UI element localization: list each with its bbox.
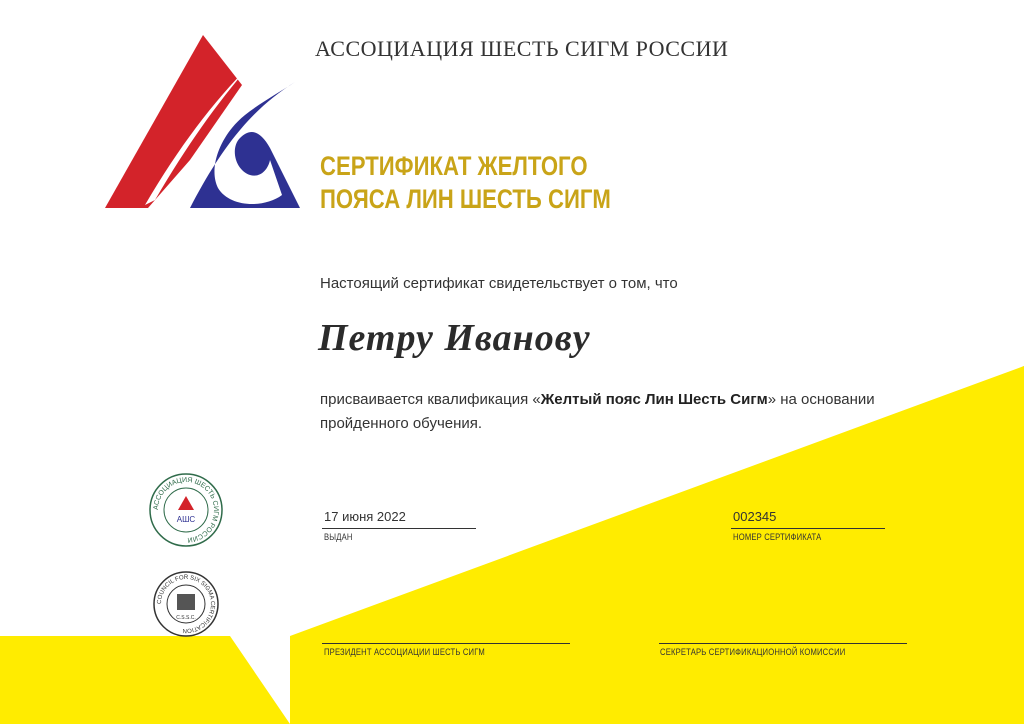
seal2-center-text: C.S.S.C. [176,615,196,621]
president-label: ПРЕЗИДЕНТ АССОЦИАЦИИ ШЕСТЬ СИГМ [324,647,485,657]
seal1-center-text: АШС [176,515,196,524]
award-suffix: » на основании пройденного обучения. [320,391,875,432]
seal1-ring-text: АССОЦИАЦИЯ ШЕСТЬ СИГМ РОССИИ [152,476,220,544]
secretary-label: СЕКРЕТАРЬ СЕРТИФИКАЦИОННОЙ КОМИССИИ [660,647,846,657]
issued-date: 17 июня 2022 [324,509,406,524]
certificate-title-line-2: ПОЯСА ЛИН ШЕСТЬ СИГМ [320,184,611,214]
qualification-name: Желтый пояс Лин Шесть Сигм [540,391,768,408]
issued-label: ВЫДАН [324,532,353,542]
issued-date-line [322,528,476,529]
award-text [320,388,880,436]
secretary-signature-line [659,643,907,644]
certificate-title-line-1: СЕРТИФИКАТ ЖЕЛТОГО [320,151,588,181]
organization-name: АССОЦИАЦИЯ ШЕСТЬ СИГМ РОССИИ [315,36,729,61]
association-logo [100,30,310,215]
council-seal [152,570,220,638]
intro-text: Настоящий сертификат свидетельствует о том, что [320,275,678,292]
president-signature-line [322,643,570,644]
seal2-ring-text: COUNCIL FOR SIX SIGMA CERTIFICATION [156,574,216,634]
association-seal [148,472,224,548]
certificate-number-label: НОМЕР СЕРТИФИКАТА [733,532,822,542]
award-prefix: присваивается квалификация « [320,391,541,408]
certificate-number: 002345 [733,509,777,524]
recipient-name: Петру Иванову [318,317,591,359]
certificate-title [320,150,675,216]
certificate-number-line [731,528,885,529]
